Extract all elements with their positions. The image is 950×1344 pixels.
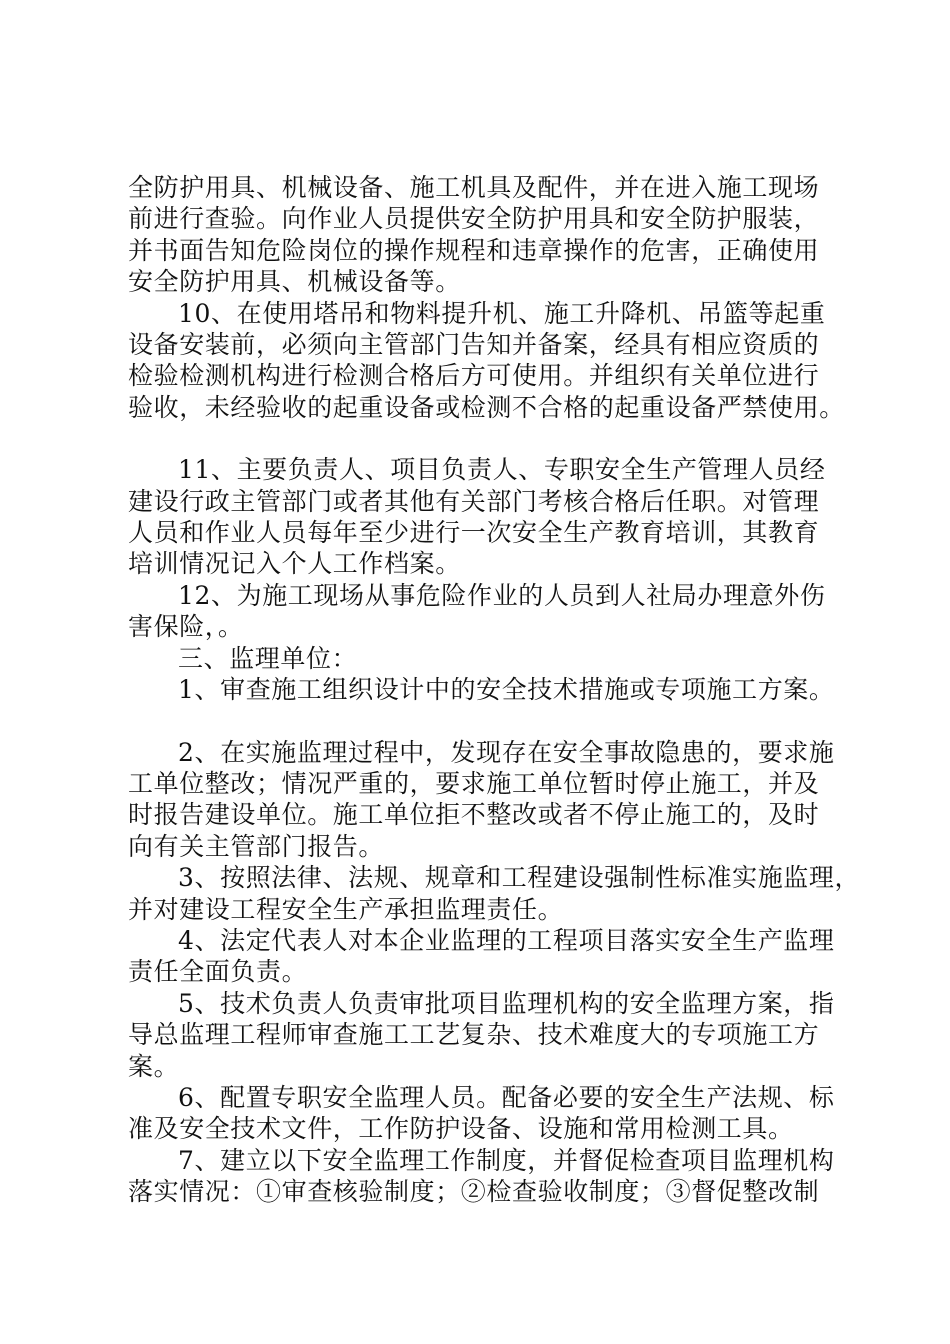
text-line: 6、配置专职安全监理人员。配备必要的安全生产法规、标 [178,1082,835,1112]
text-line: 三、监理单位： [178,643,358,673]
text-line: 10、在使用塔吊和物料提升机、施工升降机、吊篮等起重 [178,298,826,328]
text-line: 并书面告知危险岗位的操作规程和违章操作的危害，正确使用 [128,235,820,265]
blank-line [128,423,848,454]
document-body [128,172,861,1208]
text-line: 害保险，。 [128,612,244,642]
text-line: 向有关主管部门报告。 [128,831,385,861]
text-line: 工单位整改；情况严重的，要求施工单位暂时停止施工，并及 [128,768,820,798]
text-line: 4、法定代表人对本企业监理的工程项目落实安全生产监理 [178,925,835,955]
text-line: 案。 [128,1051,180,1081]
text-line: 3、按照法律、法规、规章和工程建设强制性标准实施监理， [178,863,861,893]
text-line: 落实情况：①审查核验制度；②检查验收制度；③督促整改制 [128,1177,820,1207]
text-line: 验收，未经验收的起重设备或检测不合格的起重设备严禁使用。 [128,392,845,422]
text-line: 12、为施工现场从事危险作业的人员到人社局办理意外伤 [178,580,826,610]
blank-line [128,706,848,737]
text-line: 前进行查验。向作业人员提供安全防护用具和安全防护服装， [128,204,820,234]
text-line: 设备安装前，必须向主管部门告知并备案，经具有相应资质的 [128,330,820,360]
text-line: 7、建立以下安全监理工作制度，并督促检查项目监理机构 [178,1145,835,1175]
text-line: 检验检测机构进行检测合格后方可使用。并组织有关单位进行 [128,361,820,391]
text-line: 1、审查施工组织设计中的安全技术措施或专项施工方案。 [178,675,835,705]
text-line: 时报告建设单位。施工单位拒不整改或者不停止施工的，及时 [128,800,820,830]
text-line: 安全防护用具、机械设备等。 [128,267,461,297]
text-line: 5、技术负责人负责审批项目监理机构的安全监理方案，指 [178,988,835,1018]
text-line: 全防护用具、机械设备、施工机具及配件，并在进入施工现场 [128,173,820,202]
text-line: 2、在实施监理过程中，发现存在安全事故隐患的，要求施 [178,737,835,767]
text-line: 准及安全技术文件，工作防护设备、设施和常用检测工具。 [128,1114,794,1144]
text-line: 11、主要负责人、项目负责人、专职安全生产管理人员经 [178,455,826,485]
text-line: 责任全面负责。 [128,957,308,987]
text-line: 培训情况记入个人工作档案。 [128,549,461,579]
text-line: 并对建设工程安全生产承担监理责任。 [128,894,564,924]
text-line: 人员和作业人员每年至少进行一次安全生产教育培训，其教育 [128,518,820,548]
text-line: 导总监理工程师审查施工工艺复杂、技术难度大的专项施工方 [128,1020,820,1050]
text-line: 建设行政主管部门或者其他有关部门考核合格后任职。对管理 [128,486,820,516]
